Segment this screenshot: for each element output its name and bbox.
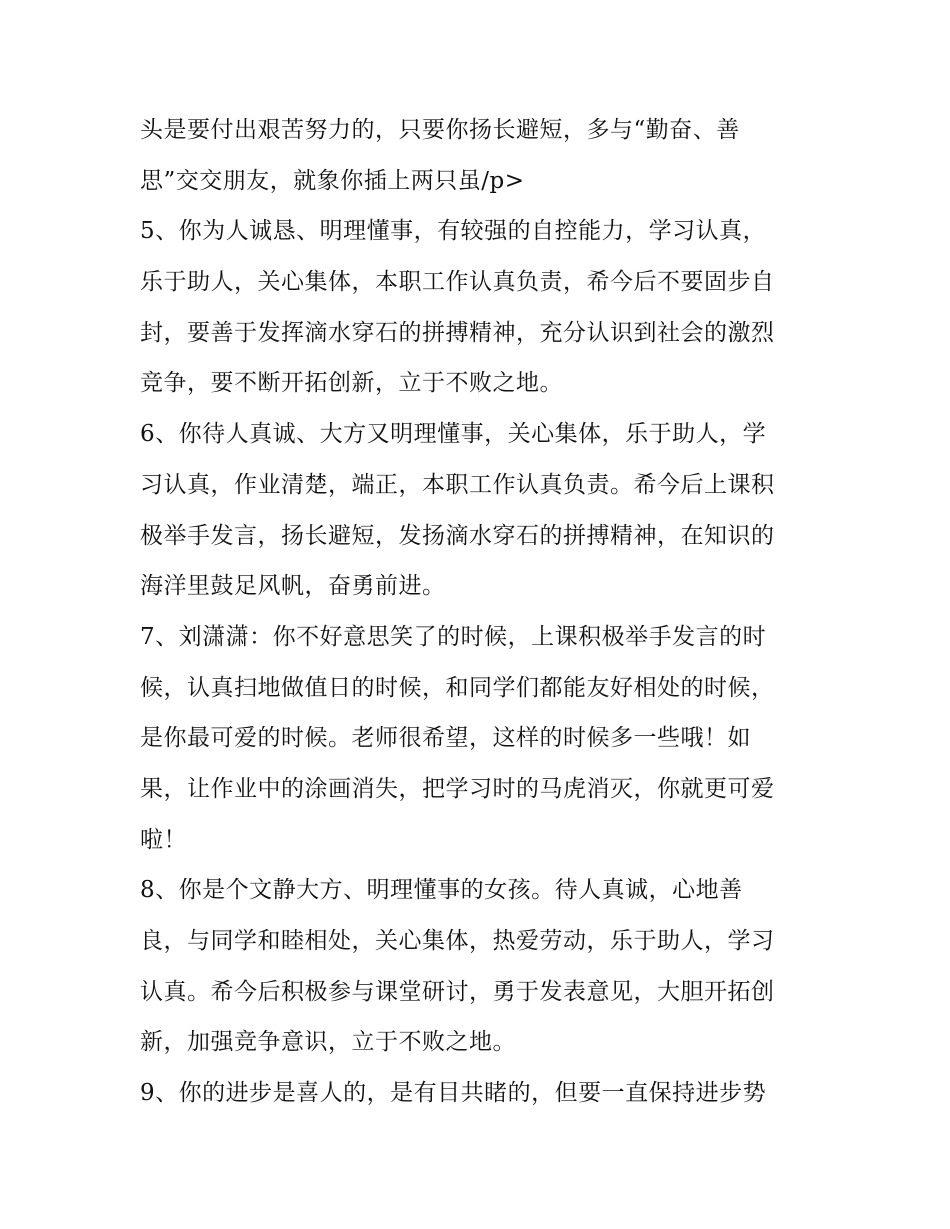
text-line: 竞争，要不断开拓创新，立于不败之地。 [140, 370, 563, 397]
text-line: 封，要善于发挥滴水穿石的拼搏精神，充分认识到社会的激烈 [140, 319, 775, 346]
text-line: 乐于助人，关心集体，本职工作认真负责，希今后不要固步自 [140, 269, 775, 296]
text-line: 果，让作业中的涂画消失，把学习时的马虎消灭，你就更可爱 [140, 775, 775, 802]
text-line: 新，加强竞争意识，立于不败之地。 [140, 1029, 516, 1056]
text-line: 思”交交朋友，就象你插上两只虽/p> [140, 167, 525, 194]
text-line: 6、你待人真诚、大方又明理懂事，关心集体，乐于助人，学 [140, 421, 767, 448]
text-line: 是你最可爱的时候。老师很希望，这样的时候多一些哦！如 [140, 725, 751, 752]
text-line: 头是要付出艰苦努力的，只要你扬长避短，多与“勤奋、善 [140, 117, 740, 143]
text-line: 海洋里鼓足风帆，奋勇前进。 [140, 573, 446, 600]
text-line: 5、你为人诚恳、明理懂事，有较强的自控能力，学习认真， [140, 218, 767, 245]
text-line: 7、刘潇潇：你不好意思笑了的时候，上课积极举手发言的时 [140, 623, 767, 650]
text-line: 极举手发言，扬长避短，发扬滴水穿石的拼搏精神，在知识的 [140, 522, 775, 549]
body-text [140, 105, 820, 1119]
text-line: 候，认真扫地做值日的时候，和同学们都能友好相处的时候， [140, 674, 775, 701]
text-line: 良，与同学和睦相处，关心集体，热爱劳动，乐于助人，学习 [140, 928, 775, 954]
text-line: 啦！ [140, 826, 187, 853]
text-line: 8、你是个文静大方、明理懂事的女孩。待人真诚，心地善 [140, 877, 743, 904]
text-line: 认真。希今后积极参与课堂研讨，勇于发表意见，大胆开拓创 [140, 978, 775, 1005]
text-line: 习认真，作业清楚，端正，本职工作认真负责。希今后上课积 [140, 471, 775, 498]
text-line: 9、你的进步是喜人的，是有目共睹的，但要一直保持进步势 [140, 1080, 767, 1107]
